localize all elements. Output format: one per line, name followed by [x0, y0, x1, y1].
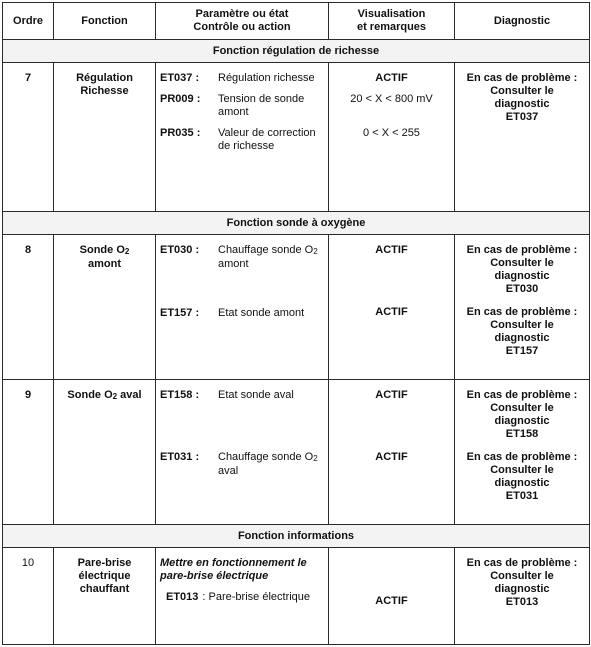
- diagnostic-cell: En cas de problème : Consulter le diagnostic ET037: [455, 63, 590, 212]
- fonction-cell: Régulation Richesse: [54, 63, 156, 212]
- visu-value: ACTIF: [375, 389, 408, 401]
- header-ordre: Ordre: [3, 3, 54, 40]
- param-cell: [156, 548, 329, 645]
- visu-value: ACTIF: [375, 306, 408, 318]
- fonction-cell: Pare-brise électrique chauffant: [54, 548, 156, 645]
- diagnostic-table: [2, 2, 590, 645]
- section-title: Fonction sonde à oxygène: [3, 212, 590, 235]
- header-row: [3, 3, 590, 40]
- table-row: [3, 235, 590, 380]
- section-row: [3, 525, 590, 548]
- param-desc: Chauffage sonde $O_2$ amont: [218, 244, 318, 270]
- header-parametre-line1: Paramètre ou état: [195, 8, 289, 20]
- section-title: Fonction informations: [3, 525, 590, 548]
- param-code: ET157 :: [160, 307, 200, 319]
- param-line: [160, 244, 324, 271]
- table-row: [3, 380, 590, 525]
- ordre-cell: 10: [3, 548, 54, 645]
- param-cell: [156, 380, 329, 525]
- param-desc: : Pare-brise électrique: [202, 591, 311, 603]
- section-row: [3, 40, 590, 63]
- action-text: Mettre en fonctionnement le: [160, 557, 307, 569]
- table-row: [3, 548, 590, 645]
- param-line: [160, 72, 324, 85]
- ordre-cell: 9: [3, 380, 54, 525]
- header-visualisation-line2: et remarques: [356, 21, 427, 33]
- param-line: [160, 389, 324, 402]
- param-desc: Régulation richesse: [218, 72, 315, 84]
- diagnostic-cell: En cas de problème : Consulter le diagnostic ET013: [455, 548, 590, 645]
- param-code: ET158 :: [160, 389, 200, 401]
- param-code: ET013: [166, 591, 199, 603]
- visu-cell: [329, 548, 455, 645]
- param-code: ET037 :: [160, 72, 200, 84]
- param-line: [160, 127, 324, 153]
- param-desc: Etat sonde aval: [218, 389, 294, 401]
- visu-value: ACTIF: [375, 451, 408, 463]
- param-cell: [156, 63, 329, 212]
- section-title: Fonction régulation de richesse: [3, 40, 590, 63]
- action-text: pare-brise électrique: [160, 570, 269, 582]
- param-desc: Valeur de correction de richesse: [218, 127, 316, 152]
- param-desc: Tension de sonde amont: [218, 93, 305, 118]
- param-line: [160, 591, 324, 604]
- visu-value: ACTIF: [375, 244, 408, 256]
- param-desc: Chauffage sonde $O_2$ aval: [218, 451, 318, 477]
- header-diagnostic: Diagnostic: [455, 3, 590, 40]
- param-line: [160, 451, 324, 478]
- param-line: [160, 307, 324, 320]
- fonction-cell: Sonde $O_2$ amont: [54, 235, 156, 380]
- header-parametre: [156, 3, 329, 40]
- param-desc: Etat sonde amont: [218, 307, 305, 319]
- visu-cell: [329, 380, 455, 525]
- header-fonction: Fonction: [54, 3, 156, 40]
- header-parametre-line2: Contrôle ou action: [193, 21, 291, 33]
- section-row: [3, 212, 590, 235]
- diagnostic-cell: En cas de problème : Consulter le diagnostic ET158 En cas de problème : Consulter le diagnostic ET031: [455, 380, 590, 525]
- param-code: ET031 :: [160, 451, 200, 463]
- param-cell: [156, 235, 329, 380]
- header-visualisation: [329, 3, 455, 40]
- param-code: ET030 :: [160, 244, 200, 256]
- param-code: PR009 :: [160, 93, 201, 105]
- header-visualisation-line1: Visualisation: [357, 8, 426, 20]
- visu-cell: [329, 63, 455, 212]
- fonction-cell: Sonde $O_2$ aval: [54, 380, 156, 525]
- diagnostic-cell: En cas de problème : Consulter le diagnostic ET030 En cas de problème : Consulter le diagnostic ET157: [455, 235, 590, 380]
- visu-value: ACTIF: [375, 595, 408, 607]
- param-code: PR035 :: [160, 127, 201, 139]
- ordre-cell: 8: [3, 235, 54, 380]
- param-line: [160, 93, 324, 119]
- visu-cell: [329, 235, 455, 380]
- visu-value: 0 < X < 255: [363, 127, 420, 139]
- table-row: [3, 63, 590, 212]
- visu-value: 20 < X < 800 mV: [350, 93, 433, 105]
- ordre-cell: 7: [3, 63, 54, 212]
- visu-value: ACTIF: [375, 72, 408, 84]
